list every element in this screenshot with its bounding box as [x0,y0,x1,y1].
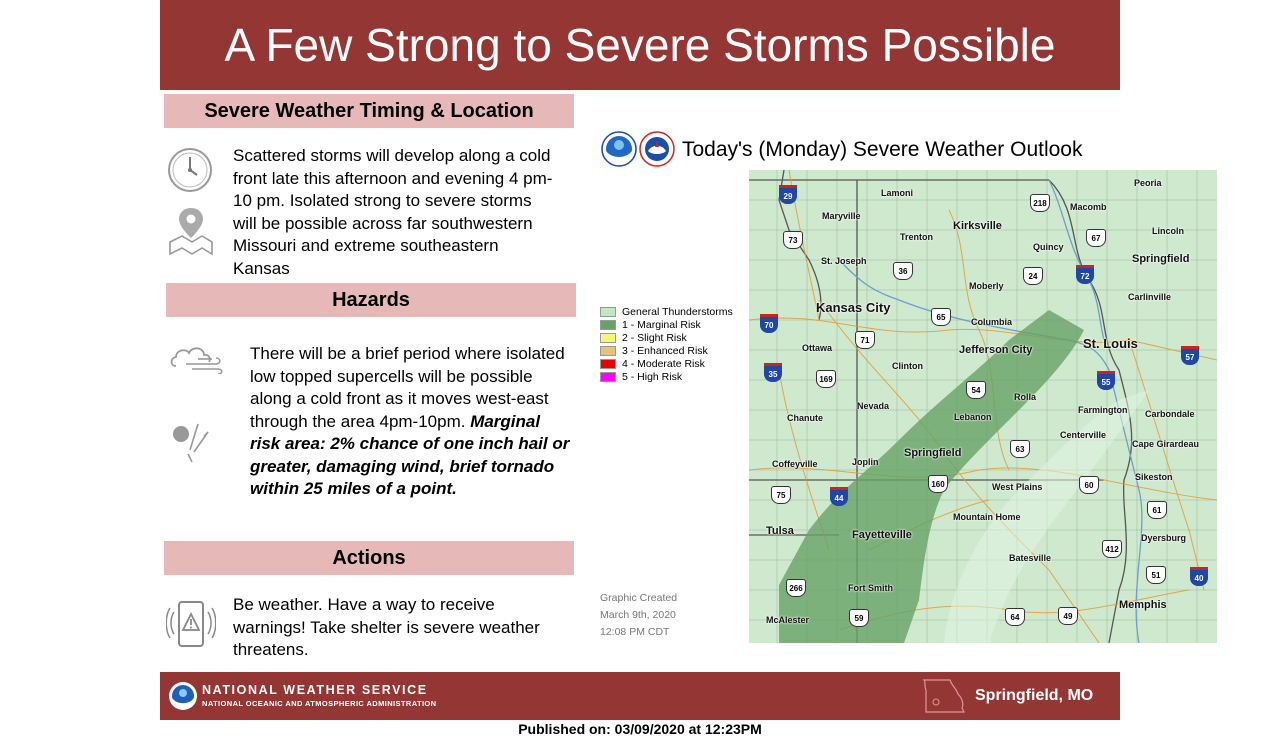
timing-header-label: Severe Weather Timing & Location [204,99,534,122]
legend-swatch [600,307,616,317]
legend-label: 2 - Slight Risk [622,332,687,344]
city-label: Trenton [900,232,933,242]
us-route-shield: 169 [816,370,836,388]
interstate-shield: 35 [764,363,782,382]
legend-item-high [600,371,682,383]
hazards-header-label: Hazards [332,288,410,311]
legend-item-slight [600,332,687,344]
hazards-text [250,343,570,501]
interstate-shield: 70 [760,314,778,333]
legend-label: 4 - Moderate Risk [622,358,705,370]
city-label: Batesville [1009,553,1052,563]
city-label: Ottawa [802,343,833,353]
us-route-shield: 160 [928,475,948,493]
city-label: Carbondale [1145,409,1195,419]
city-label: Sikeston [1135,472,1173,482]
legend-swatch [600,333,616,343]
city-label: West Plains [992,482,1043,492]
city-label: Tulsa [766,525,794,537]
city-label: McAlester [766,615,810,625]
hazards-text-emphasis: Marginal risk area: 2% chance of one inch hail or greater, damaging wind, brief tornado within 25 miles of a point. [250,411,570,498]
us-route-shield: 60 [1079,476,1099,494]
timing-section-header [164,94,574,128]
city-label: Springfield [904,447,962,459]
legend-item-enhanced [600,345,708,357]
city-label: Kirksville [953,220,1002,232]
us-route-shield: 412 [1102,540,1122,558]
title-banner [160,0,1120,90]
city-label: Fayetteville [852,529,912,541]
published-timestamp: Published on: 03/09/2020 at 12:23PM [518,721,762,737]
graphic-created-label: Graphic Created [600,592,678,604]
us-route-shield: 51 [1146,566,1166,584]
actions-header-label: Actions [332,546,406,569]
interstate-shield: 44 [830,487,848,506]
city-label: Lamoni [881,188,914,198]
us-route-shield: 71 [855,331,875,349]
nws-logo-icon [639,131,675,172]
city-label: Dyersburg [1141,533,1187,543]
legend-label: 5 - High Risk [622,371,683,383]
city-label: Joplin [852,457,879,467]
city-label: Lincoln [1152,226,1184,236]
page-title: A Few Strong to Severe Storms Possible [224,19,1056,71]
interstate-shield: 57 [1181,346,1199,365]
city-label: Macomb [1070,202,1107,212]
hazards-section-header [166,283,576,317]
city-label: Jefferson City [959,344,1033,356]
us-route-shield: 73 [783,231,803,249]
legend-label: 3 - Enhanced Risk [622,345,708,357]
footer-agency: NATIONAL WEATHER SERVICE [202,683,428,697]
interstate-shield: 29 [779,185,797,204]
city-label: Nevada [857,401,890,411]
city-label: Quincy [1033,242,1064,252]
legend-swatch [600,359,616,369]
city-label: St. Louis [1083,336,1138,351]
us-route-shield: 59 [849,609,869,627]
graphic-created-date: March 9th, 2020 [600,609,676,621]
city-label: Clinton [892,361,923,371]
city-label: Memphis [1119,599,1167,611]
city-label: Springfield [1132,253,1190,265]
us-route-shield: 266 [786,579,806,597]
clock-icon [166,146,214,199]
us-route-shield: 65 [931,308,951,326]
legend-swatch [600,346,616,356]
city-label: Columbia [971,317,1013,327]
footer-office: Springfield, MO [975,687,1094,704]
interstate-shield: 72 [1076,265,1094,284]
legend-label: General Thunderstorms [622,306,733,318]
city-label: Maryville [822,211,861,221]
city-label: Carlinville [1128,292,1172,302]
hail-icon [168,418,218,469]
city-label: Cape Girardeau [1132,439,1200,449]
phone-alert-icon [166,598,216,657]
interstate-shield: 55 [1097,371,1115,390]
map-title: Today's (Monday) Severe Weather Outlook [682,138,1083,161]
us-route-shield: 218 [1030,194,1050,212]
city-label: Chanute [787,413,823,423]
timing-text: Scattered storms will develop along a cold front late this afternoon and evening 4 pm-10 pm. Isolated strong to severe storms will be possible across far southwestern Missouri and extreme southeastern Kansas [233,146,553,278]
us-route-shield: 63 [1010,440,1030,458]
city-label: Rolla [1014,392,1037,402]
city-label: Moberly [969,281,1004,291]
us-route-shield: 64 [1005,608,1025,626]
footer-subagency: NATIONAL OCEANIC AND ATMOSPHERIC ADMINISTRATION [202,699,437,708]
city-label: Farmington [1078,405,1128,415]
noaa-logo-icon [601,131,637,172]
city-label: Peoria [1134,178,1162,188]
footer-banner [160,672,1120,720]
us-route-shield: 24 [1023,267,1043,285]
city-label: Lebanon [954,412,992,422]
interstate-shield: 40 [1190,567,1208,586]
graphic-created-time: 12:08 PM CDT [600,626,670,638]
us-route-shield: 36 [893,262,913,280]
us-route-shield: 61 [1147,501,1167,519]
legend-label: 1 - Marginal Risk [622,319,701,331]
us-route-shield: 49 [1058,607,1078,625]
missouri-outline-icon [920,676,968,721]
city-label: Coffeyville [772,459,818,469]
legend-item-general [600,306,733,318]
legend-swatch [600,372,616,382]
hazards-text-plain: There will be a brief period where isolated low topped supercells will be possible along a cold front as it moves west-east through the area 4pm-10pm. [250,344,565,431]
legend-swatch [600,320,616,330]
actions-section-header [164,541,574,575]
us-route-shield: 75 [771,486,791,504]
city-label: Kansas City [816,300,891,315]
city-label: Mountain Home [953,512,1021,522]
wind-cloud-icon [168,340,224,379]
noaa-logo-icon [168,681,198,716]
outlook-map[interactable] [749,170,1217,643]
map-pin-icon [166,204,216,261]
actions-text: Be weather. Have a way to receive warnings! Take shelter is severe weather threatens. [233,595,540,659]
us-route-shield: 54 [966,381,986,399]
city-label: Fort Smith [848,583,893,593]
city-label: Centerville [1060,430,1107,440]
us-route-shield: 67 [1086,229,1106,247]
city-label: St. Joseph [821,256,867,266]
legend-item-marginal [600,319,701,331]
legend-item-moderate [600,358,705,370]
